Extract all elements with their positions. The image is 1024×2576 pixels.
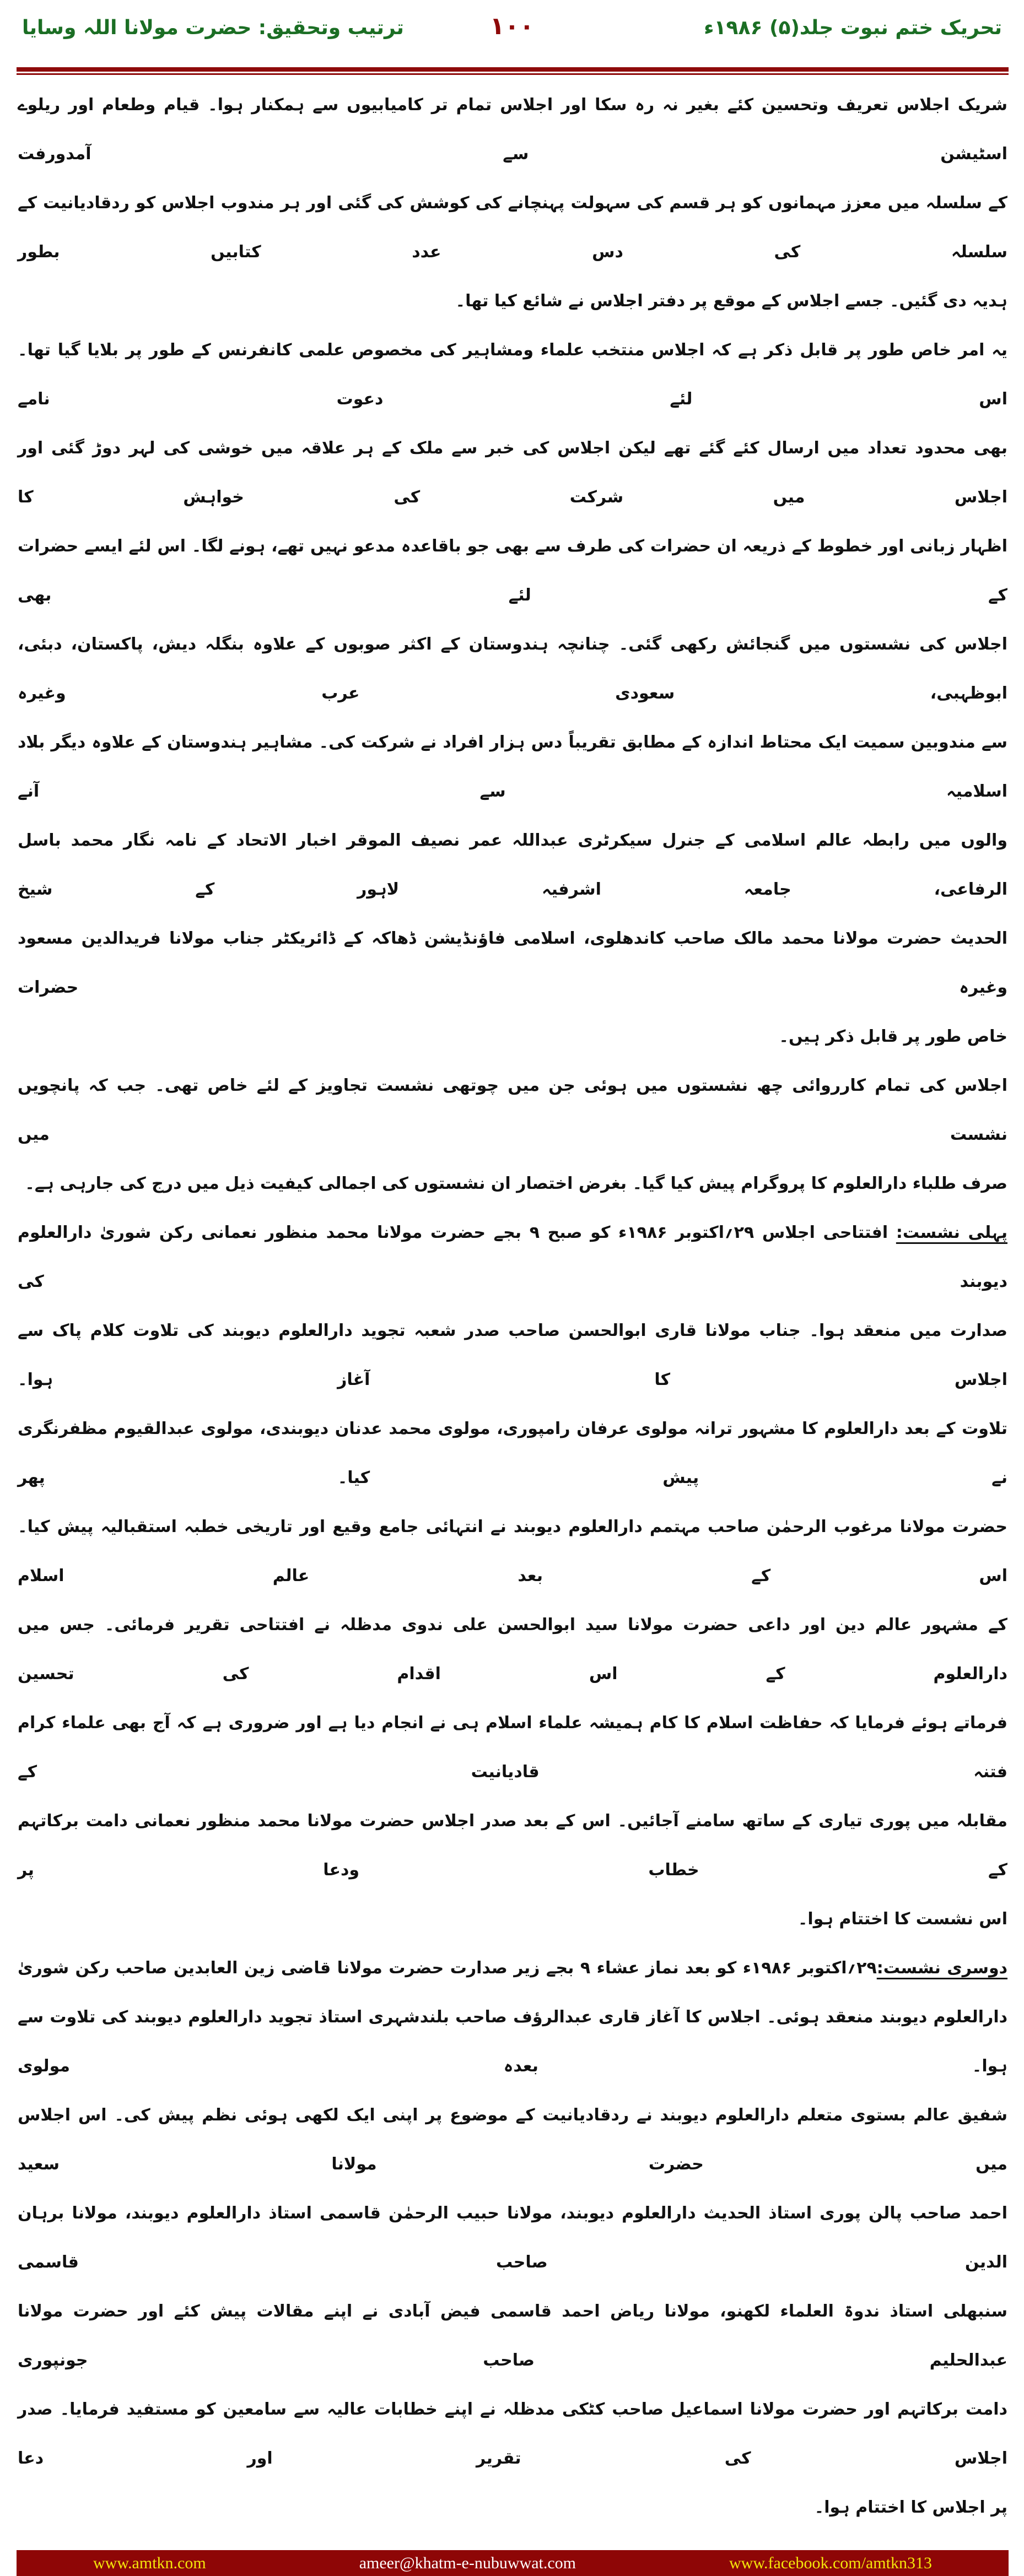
line-text: صدارت میں منعقد ہوا۔ جناب مولانا قاری ابوالحسن صاحب صدر شعبہ تجوید دارالعلوم دیوبند کی تلاوت کلام پاک سے اجلاس کا آغاز ہوا۔ bbox=[18, 1321, 1007, 1389]
text-line bbox=[18, 178, 1007, 277]
line-text: دارالعلوم دیوبند منعقد ہوئی۔ اجلاس کا آغاز قاری عبدالرؤف صاحب بلندشہری استاذ تجوید دارالعلوم دیوبند کی تلاوت سے ہوا۔ بعدہ مولوی bbox=[18, 2007, 1007, 2076]
footer-website-link[interactable]: www.amtkn.com bbox=[93, 2553, 206, 2572]
line-text: کے مشہور عالم دین اور داعی حضرت مولانا سید ابوالحسن علی ندوی مدظلہ نے افتتاحی تقریر فرمائی۔ جس میں دارالعلوم کے اس اقدام کی تحسین bbox=[18, 1615, 1007, 1684]
line-text: الحدیث حضرت مولانا محمد مالک صاحب کاندھلوی، اسلامی فاؤنڈیشن ڈھاکہ کے ڈائریکٹر جناب مولانا فریدالدین مسعود وغیرہ حضرات bbox=[18, 929, 1007, 997]
line-text: ۲۹؍اکتوبر ۱۹۸۶ء کو بعد نماز عشاء ۹ بجے زیر صدارت حضرت مولانا قاضی زین العابدین صاحب رکن شوریٰ bbox=[18, 1958, 877, 1978]
body-text bbox=[18, 80, 1007, 2532]
text-line bbox=[18, 1404, 1007, 1502]
book-title: تحریک ختم نبوت جلد(۵) ۱۹۸۶ء bbox=[704, 17, 1002, 39]
line-text: اظہار زبانی اور خطوط کے ذریعہ ان حضرات کی طرف سے بھی جو باقاعدہ مدعو نہیں تھے، ہونے لگا۔ اس لئے ایسے حضرات کے لئے بھی bbox=[18, 537, 1007, 605]
text-line bbox=[18, 816, 1007, 914]
session-heading: دوسری نشست: bbox=[876, 1958, 1008, 1978]
text-line bbox=[18, 424, 1007, 522]
line-text: مقابلہ میں پوری تیاری کے ساتھ سامنے آجائیں۔ اس کے بعد صدر اجلاس حضرت مولانا محمد منظور نعمانی دامت برکاتہم کے خطاب ودعا پر bbox=[18, 1811, 1007, 1880]
line-text: خاص طور پر قابل ذکر ہیں۔ bbox=[779, 1027, 1007, 1046]
text-line bbox=[18, 718, 1007, 816]
line-text: اجلاس کی تمام کارروائی چھ نشستوں میں ہوئی جن میں چوتھی نشست تجاویز کے لئے خاص تھی۔ جب کہ پانچویں نشست میں bbox=[18, 1076, 1007, 1144]
text-line bbox=[18, 1600, 1007, 1698]
footer-facebook-link[interactable]: www.facebook.com/amtkn313 bbox=[729, 2553, 932, 2572]
line-text: یہ امر خاص طور پر قابل ذکر ہے کہ اجلاس منتخب علماء ومشاہیر کی مخصوص علمی کانفرنس کے طور پر بلایا گیا تھا۔ اس لئے دعوت نامے bbox=[18, 340, 1007, 409]
text-line bbox=[18, 1796, 1007, 1895]
text-line bbox=[18, 1502, 1007, 1600]
line-text: پر اجلاس کا اختتام ہوا۔ bbox=[814, 2498, 1007, 2517]
footer-email-link[interactable]: ameer@khatm-e-nubuwwat.com bbox=[359, 2553, 576, 2572]
line-text: صرف طلباء دارالعلوم کا پروگرام پیش کیا گیا۔ بغرض اختصار ان نشستوں کی اجمالی کیفیت ذیل میں درج کی جارہی ہے۔ bbox=[25, 1174, 1007, 1193]
page-header bbox=[0, 0, 1024, 80]
text-line bbox=[18, 326, 1007, 424]
text-line bbox=[18, 80, 1007, 178]
line-text: والوں میں رابطہ عالم اسلامی کے جنرل سیکرٹری عبداللہ عمر نصیف الموقر اخبار الاتحاد کے نامہ نگار محمد باسل الرفاعی، جامعہ اشرفیہ لاہور کے شیخ bbox=[18, 831, 1007, 899]
header-rule-thin bbox=[17, 73, 1009, 75]
text-line bbox=[18, 2483, 1007, 2532]
text-line bbox=[18, 277, 1007, 326]
text-line bbox=[18, 2385, 1007, 2483]
text-line bbox=[18, 1698, 1007, 1796]
text-line bbox=[18, 914, 1007, 1012]
text-line bbox=[18, 1208, 1007, 1306]
line-text: شریک اجلاس تعریف وتحسین کئے بغیر نہ رہ سکا اور اجلاس تمام تر کامیابیوں سے ہمکنار ہوا۔ قیام وطعام اور ریلوے اسٹیشن سے آمدورفت bbox=[18, 95, 1008, 164]
text-line bbox=[18, 2189, 1007, 2287]
text-line bbox=[18, 1061, 1007, 1159]
line-text: سنبھلی استاذ ندوۃ العلماء لکھنو، مولانا ریاض احمد قاسمی فیض آبادی نے اپنے مقالات پیش کئے اور حضرت مولانا عبدالحلیم صاحب جونپوری bbox=[18, 2302, 1007, 2370]
line-text: اس نشست کا اختتام ہوا۔ bbox=[797, 1909, 1007, 1929]
compiler-credit: ترتیب وتحقیق: حضرت مولانا اللہ وسایا bbox=[22, 17, 404, 39]
line-text: تلاوت کے بعد دارالعلوم کا مشہور ترانہ مولوی عرفان رامپوری، مولوی محمد عدنان دیوبندی، مولوی عبدالقیوم مظفرنگری نے پیش کیا۔ پھر bbox=[18, 1419, 1007, 1487]
session-heading: پہلی نشست: bbox=[896, 1223, 1007, 1242]
line-text: سے مندوبین سمیت ایک محتاط اندازہ کے مطابق تقریباً دس ہزار افراد نے شرکت کی۔ مشاہیر ہندوستان کے علاوہ دیگر بلاد اسلامیہ سے آنے bbox=[18, 733, 1007, 801]
text-line bbox=[18, 2287, 1007, 2385]
text-line bbox=[18, 1993, 1007, 2091]
line-text: ہدیہ دی گئیں۔ جسے اجلاس کے موقع پر دفتر اجلاس نے شائع کیا تھا۔ bbox=[455, 291, 1007, 311]
line-text: احمد صاحب پالن پوری استاذ الحدیث دارالعلوم دیوبند، مولانا حبیب الرحمٰن قاسمی استاذ دارالعلوم دیوبند، مولانا برہان الدین صاحب قاسمی bbox=[18, 2204, 1007, 2272]
line-text: حضرت مولانا مرغوب الرحمٰن صاحب مہتمم دارالعلوم دیوبند نے انتہائی جامع وقیع اور تاریخی خطبہ استقبالیہ پیش کیا۔ اس کے بعد عالم اسلام bbox=[18, 1517, 1007, 1585]
text-line bbox=[18, 1159, 1007, 1208]
text-line bbox=[18, 620, 1007, 718]
text-line bbox=[18, 2091, 1007, 2189]
text-line bbox=[18, 1895, 1007, 1944]
line-text: شفیق عالم بستوی متعلم دارالعلوم دیوبند نے ردقادیانیت کے موضوع پر اپنی ایک لکھی ہوئی نظم پیش کی۔ اس اجلاس میں حضرت مولانا سعید bbox=[18, 2106, 1007, 2174]
text-line bbox=[18, 1306, 1007, 1404]
line-text: دامت برکاتہم اور حضرت مولانا اسماعیل صاحب کٹکی مدظلہ نے اپنے خطابات عالیہ سے سامعین کو مستفید فرمایا۔ صدر اجلاس کی تقریر اور دعا bbox=[18, 2400, 1007, 2468]
text-line bbox=[18, 522, 1007, 620]
line-text: اجلاس کی نشستوں میں گنجائش رکھی گئی۔ چنانچہ ہندوستان کے اکثر صوبوں کے علاوہ بنگلہ دیش، پاکستان، دبئی، ابوظہبی، سعودی عرب وغیرہ bbox=[18, 635, 1008, 703]
line-text: فرماتے ہوئے فرمایا کہ حفاظت اسلام کا کام ہمیشہ علماء اسلام ہی نے انجام دیا ہے اور ضروری ہے کہ آج بھی علماء کرام فتنہ قادیانیت کے bbox=[18, 1713, 1007, 1782]
line-text: کے سلسلہ میں معزز مہمانوں کو ہر قسم کی سہولت پہنچانے کی کوشش کی گئی اور ہر مندوب اجلاس کو ردقادیانیت کے سلسلہ کی دس عدد کتابیں بطور bbox=[18, 193, 1007, 262]
text-line bbox=[18, 1012, 1007, 1061]
header-rule-thick bbox=[17, 67, 1009, 72]
text-line bbox=[18, 1944, 1007, 1993]
line-text: بھی محدود تعداد میں ارسال کئے گئے تھے لیکن اجلاس کی خبر سے ملک کے ہر علاقہ میں خوشی کی لہر دوڑ گئی اور اجلاس میں شرکت کی خواہش کا bbox=[18, 439, 1007, 507]
line-text: افتتاحی اجلاس ۲۹؍اکتوبر ۱۹۸۶ء کو صبح ۹ بجے حضرت مولانا محمد منظور نعمانی رکن شوریٰ دارالعلوم دیوبند کی bbox=[18, 1223, 1007, 1291]
footer-bar bbox=[17, 2550, 1009, 2576]
page-number: ۱۰۰ bbox=[489, 12, 535, 40]
